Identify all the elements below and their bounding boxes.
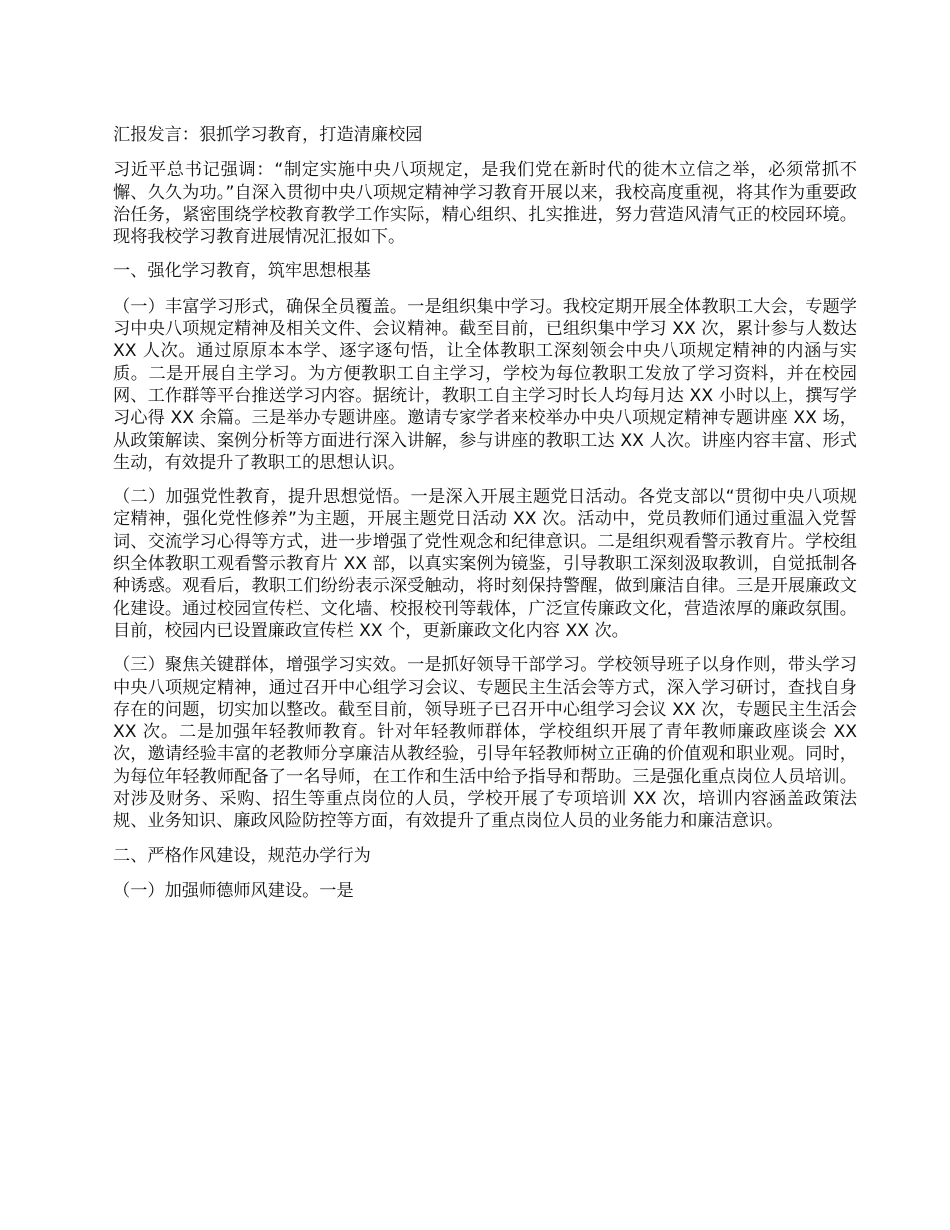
intro-paragraph: 习近平总书记强调：“制定实施中央八项规定，是我们党在新时代的徙木立信之举，必须常抓不懈、久久为功。”自深入贯彻中央八项规定精神学习教育开展以来，我校高度重视，将其作为重要政治任务，紧密围绕学校教育教学工作实际，精心组织、扎实推进，努力营造风清气正的校园环境。现将我校学习教育进展情况汇报如下。 (113, 160, 857, 248)
section-2-paragraph-1: （一）加强师德师风建设。一是 (113, 880, 354, 901)
section-2-heading: 二、严格作风建设，规范办学行为 (113, 845, 371, 866)
section-1-paragraph-2: （二）加强党性教育，提升思想觉悟。一是深入开展主题党日活动。各党支部以“贯彻中央八项规定精神，强化党性修养”为主题，开展主题党日活动 XX 次。活动中，党员教师们通过重温入党誓词、交流学习心得等方式，进一步增强了党性观念和纪律意识。二是组织观看警示教育片。学校组织全体教职工观看警示教育片 XX 部，以真实案例为镜鉴，引导教职工深刻汲取教训，自觉抵制各种诱惑。观看后，教职工们纷纷表示深受触动，将时刻保持警醒，做到廉洁自律。三是开展廉政文化建设。通过校园宣传栏、文化墙、校报校刊等载体，广泛宣传廉政文化，营造浓厚的廉政氛围。目前，校园内已设置廉政宣传栏 XX 个，更新廉政文化内容 XX 次。 (113, 487, 857, 641)
section-1-paragraph-1: （一）丰富学习形式，确保全员覆盖。一是组织集中学习。我校定期开展全体教职工大会，专题学习中央八项规定精神及相关文件、会议精神。截至目前，已组织集中学习 XX 次，累计参与人数达 XX 人次。通过原原本本学、逐字逐句悟，让全体教职工深刻领会中央八项规定精神的内涵与实质。二是开展自主学习。为方便教职工自主学习，学校为每位教职工发放了学习资料，并在校园网、工作群等平台推送学习内容。据统计，教职工自主学习时长人均每月达 XX 小时以上，撰写学习心得 XX 余篇。三是举办专题讲座。邀请专家学者来校举办中央八项规定精神专题讲座 XX 场，从政策解读、案例分析等方面进行深入讲解，参与讲座的教职工达 XX 人次。讲座内容丰富、形式生动，有效提升了教职工的思想认识。 (113, 296, 857, 473)
document-title: 汇报发言：狠抓学习教育，打造清廉校园 (113, 125, 423, 145)
section-1-heading: 一、强化学习教育，筑牢思想根基 (113, 261, 371, 282)
section-1-paragraph-3: （三）聚焦关键群体，增强学习实效。一是抓好领导干部学习。学校领导班子以身作则，带头学习中央八项规定精神，通过召开中心组学习会议、专题民主生活会等方式，深入学习研讨，查找自身存在的问题，切实加以整改。截至目前，领导班子已召开中心组学习会议 XX 次，专题民主生活会 XX 次。二是加强年轻教师教育。针对年轻教师群体，学校组织开展了青年教师廉政座谈会 XX 次，邀请经验丰富的老教师分享廉洁从教经验，引导年轻教师树立正确的价值观和职业观。同时，为每位年轻教师配备了一名导师，在工作和生活中给予指导和帮助。三是强化重点岗位人员培训。对涉及财务、采购、招生等重点岗位的人员，学校开展了专项培训 XX 次，培训内容涵盖政策法规、业务知识、廉政风险防控等方面，有效提升了重点岗位人员的业务能力和廉洁意识。 (113, 655, 857, 832)
document-page (113, 124, 857, 915)
